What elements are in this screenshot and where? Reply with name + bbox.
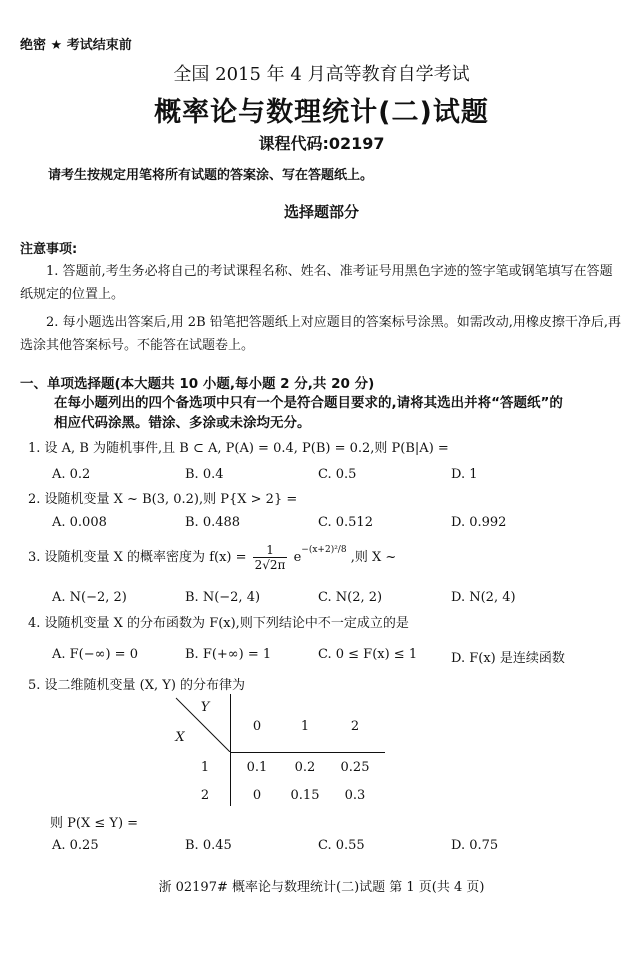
table-cell: 0.25	[340, 760, 370, 775]
question-4-option-c: C. 0 ≤ F(x) ≤ 1	[318, 647, 418, 662]
table-cell: 0.2	[294, 760, 316, 775]
table-cell: 0.1	[246, 760, 268, 775]
question-5-option-a: A. 0.25	[52, 838, 99, 853]
question-3-stem	[28, 543, 396, 572]
question-2-option-a: A. 0.008	[52, 515, 107, 530]
question-1-option-c: C. 0.5	[318, 467, 357, 482]
exam-instruction: 请考生按规定用笔将所有试题的答案涂、写在答题纸上。	[48, 168, 374, 183]
density-fraction	[253, 543, 288, 572]
question-5-option-d: D. 0.75	[451, 838, 499, 853]
exp-power: −(x+2)²/8	[301, 545, 347, 555]
note-item-2: 2. 每小题选出答案后,用 2B 铅笔把答题纸上对应题目的答案标号涂黑。如需改动,用橡皮擦干净后,再选涂其他答案标号。不能答在试题卷上。	[20, 315, 622, 353]
table-cell: 0	[252, 788, 262, 803]
exp-base: e	[293, 550, 302, 565]
question-3-option-b: B. N(−2, 4)	[185, 590, 261, 605]
question-5-option-c: C. 0.55	[318, 838, 365, 853]
table-cell: 0.15	[290, 788, 320, 803]
fraction-denominator: 2√2π	[254, 558, 286, 572]
part-description: 在每小题列出的四个备选项中只有一个是符合题目要求的,请将其选出并将“答题纸”的相应代码涂黑。错涂、多涂或未涂均无分。	[54, 395, 563, 431]
fraction-numerator: 1	[253, 543, 288, 558]
part-title: 一、单项选择题(本大题共 10 小题,每小题 2 分,共 20 分)	[20, 376, 375, 392]
table-col-header: 1	[300, 719, 310, 734]
page-footer: 浙 02197# 概率论与数理统计(二)试题 第 1 页(共 4 页)	[158, 880, 485, 895]
question-3-stem-post: ,则 X ~	[350, 550, 397, 565]
question-1-stem: 1. 设 A, B 为随机事件,且 B ⊂ A, P(A) = 0.4, P(B) = 0.2,则 P(B|A) =	[28, 441, 449, 456]
question-2-option-c: C. 0.512	[318, 515, 373, 530]
exam-name: 全国 2015 年 4 月高等教育自学考试	[173, 64, 470, 85]
question-3-option-d: D. N(2, 4)	[451, 590, 516, 605]
question-5-query: 则 P(X ≤ Y) =	[50, 816, 139, 831]
table-row-rule	[230, 694, 231, 806]
question-3-option-a: A. N(−2, 2)	[52, 590, 127, 605]
table-row-var: X	[175, 730, 185, 745]
question-4-option-b: B. F(+∞) = 1	[185, 647, 272, 662]
table-col-header: 0	[252, 719, 262, 734]
note-item-1: 1. 答题前,考生务必将自己的考试课程名称、姓名、准考证号用黑色字迹的签字笔或钢笔填写在答题纸规定的位置上。	[20, 264, 613, 302]
table-row-label: 2	[200, 788, 210, 803]
question-1-option-a: A. 0.2	[52, 467, 91, 482]
question-4-option-a: A. F(−∞) = 0	[52, 647, 138, 662]
question-2-option-d: D. 0.992	[451, 515, 507, 530]
section-title: 选择题部分	[283, 203, 359, 221]
question-5-stem: 5. 设二维随机变量 (X, Y) 的分布律为	[28, 678, 246, 693]
question-2-option-b: B. 0.488	[185, 515, 241, 530]
distribution-table	[170, 694, 385, 806]
question-4-stem: 4. 设随机变量 X 的分布函数为 F(x),则下列结论中不一定成立的是	[28, 616, 409, 631]
table-row-label: 1	[200, 760, 210, 775]
table-header-rule	[230, 752, 385, 753]
table-col-var: Y	[200, 700, 210, 715]
course-code: 课程代码:02197	[258, 134, 385, 153]
question-2-stem: 2. 设随机变量 X ~ B(3, 0.2),则 P{X > 2} =	[28, 492, 298, 507]
question-1-option-d: D. 1	[451, 467, 478, 482]
notes-title: 注意事项:	[20, 242, 78, 257]
question-1-option-b: B. 0.4	[185, 467, 224, 482]
question-4-option-d: D. F(x) 是连续函数	[451, 651, 565, 666]
question-3-stem-pre: 3. 设随机变量 X 的概率密度为 f(x) =	[28, 550, 247, 565]
table-col-header: 2	[350, 719, 360, 734]
table-cell: 0.3	[344, 788, 366, 803]
page-title: 概率论与数理统计(二)试题	[154, 97, 489, 128]
secret-label: 绝密 ★ 考试结束前	[20, 38, 132, 53]
question-3-option-c: C. N(2, 2)	[318, 590, 383, 605]
question-5-option-b: B. 0.45	[185, 838, 232, 853]
